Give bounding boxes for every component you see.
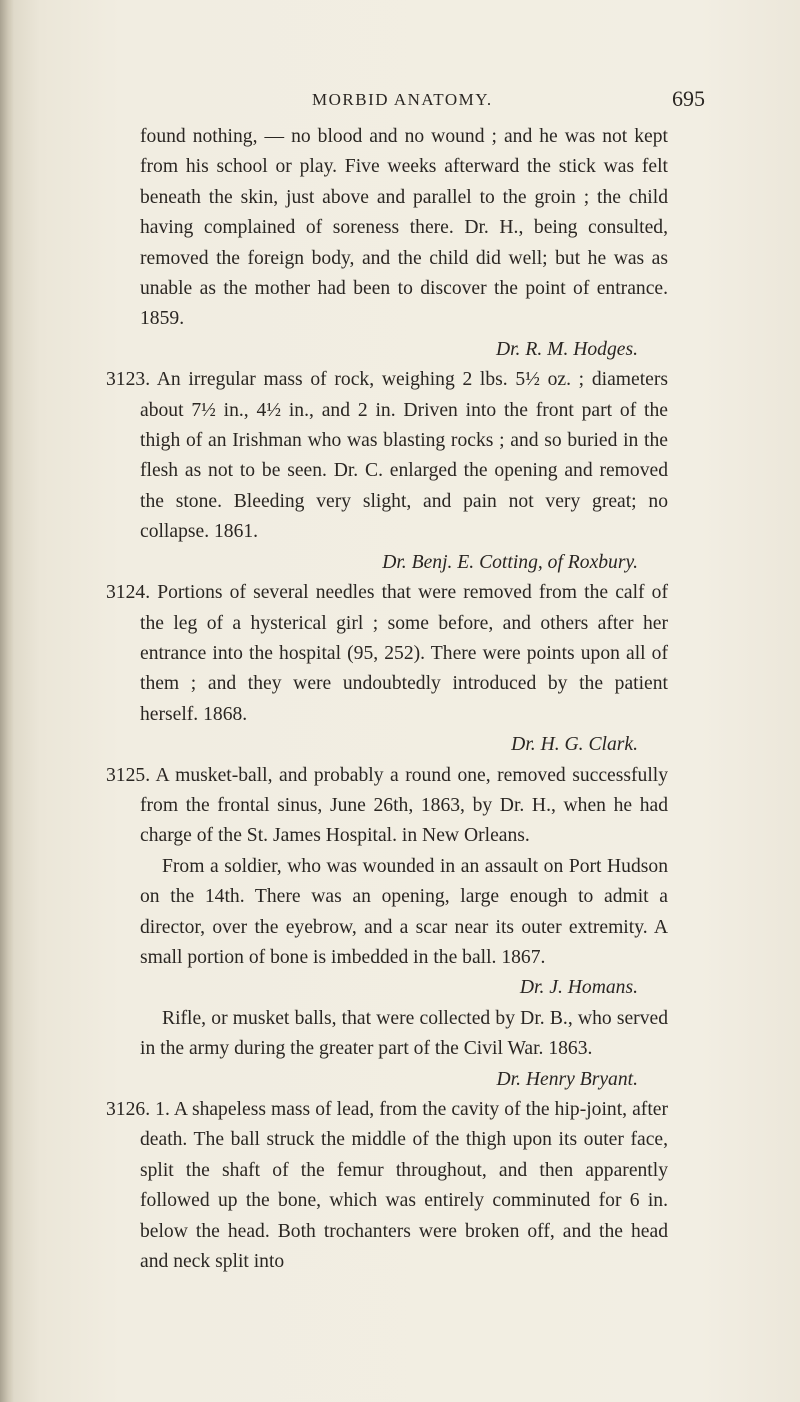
signature-bryant: Dr. Henry Bryant. bbox=[496, 1068, 638, 1090]
entry-3125-soldier: From a soldier, who was wounded in an assault on Port Hudson on the 14th. There was an opening, large enough to admit a director, over the eyebrow, and a scar near its outer extremity. A small portion of bone is imbedded in the ball. 1867. bbox=[140, 855, 668, 968]
entry-3125-rifle-balls: Rifle, or musket balls, that were collected by Dr. B., who served in the army during the greater part of the Civil War. 1863. bbox=[140, 1007, 668, 1060]
entry-3123: 3123. An irregular mass of rock, weighing 2 lbs. 5½ oz. ; diameters about 7½ in., 4½ in., and 2 in. Driven into the front part of the thigh of an Irishman who was blasting rocks ; and so buried in the flesh as not to be seen. Dr. C. enlarged the opening and removed the stone. Bleeding very slight, and pain not very great; no collapse. 1861. bbox=[106, 369, 668, 543]
entry-3125: 3125. A musket-ball, and probably a round one, removed successfully from the frontal sinus, June 26th, 1863, by Dr. H., when he had charge of the St. James Hospital. in New Orleans. bbox=[106, 764, 668, 847]
signature-cotting: Dr. Benj. E. Cotting, of Roxbury. bbox=[382, 551, 638, 573]
page-header bbox=[0, 86, 800, 116]
signature-hodges: Dr. R. M. Hodges. bbox=[495, 338, 638, 360]
body-text bbox=[106, 122, 668, 1277]
signature-homans: Dr. J. Homans. bbox=[519, 977, 638, 999]
entry-3124: 3124. Portions of several needles that were removed from the calf of the leg of a hysterical girl ; some before, and others after her entrance into the hospital (95, 252). There were points upon all of them ; and they were undoubtedly introduced by the patient herself. 1868. bbox=[106, 582, 668, 725]
entry-3126: 3126. 1. A shapeless mass of lead, from the cavity of the hip-joint, after death. The ball struck the middle of the thigh upon its outer face, split the shaft of the femur throughout, and then apparently followed up the bone, which was entirely comminuted for 6 in. below the head. Both trochanters were broken off, and the head and neck split into bbox=[106, 1099, 668, 1273]
running-head: MORBID ANATOMY. bbox=[312, 90, 493, 109]
paragraph-continued: found nothing, — no blood and no wound ; and he was not kept from his school or play. Five weeks afterward the stick was felt beneath the skin, just above and parallel to the groin ; the child having complained of soreness there. Dr. H., being consulted, removed the foreign body, and the child did well; but he was as unable as the mother had been to discover the point of entrance. 1859. bbox=[140, 126, 668, 330]
page-binding-shadow bbox=[0, 0, 14, 1402]
signature-clark: Dr. H. G. Clark. bbox=[511, 734, 638, 756]
page-number: 695 bbox=[672, 86, 705, 111]
